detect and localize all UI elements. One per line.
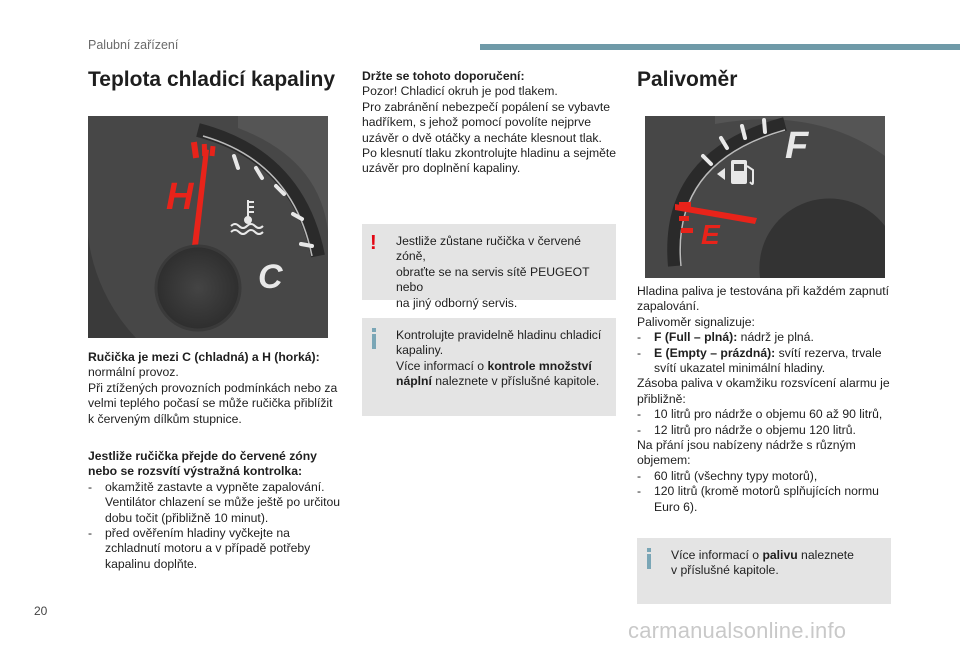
header-bar [480, 44, 960, 50]
coolant-red-zone-heading: nebo se rozsvítí výstražná kontrolka: [88, 464, 303, 479]
coolant-gauge-h-label: H [166, 176, 194, 218]
coolant-gauge-image [88, 116, 328, 338]
text-line: velmi teplého počasí se může ručička přiblížit [88, 396, 333, 411]
text-line: v příslušné kapitole. [671, 563, 779, 578]
text-line: Při ztížených provozních podmínkách nebo za [88, 380, 338, 395]
list-item: - 12 litrů pro nádrže o objemu 120 litrů. [637, 423, 899, 438]
list-item: - 120 litrů (kromě motorů splňujících normu Euro 6). [637, 484, 899, 515]
text-line: kapaliny. [396, 343, 444, 358]
text-line: obraťte se na servis sítě PEUGEOT nebo [396, 264, 590, 295]
text-line: Kontrolujte pravidelně hladinu chladicí [396, 328, 602, 342]
text-line: Více informací o palivu naleznete [671, 548, 854, 562]
text-line: hadříkem, s jehož pomocí povolíte nejprve [362, 115, 591, 130]
fuel-info-box [637, 538, 891, 604]
coolant-red-zone-text [88, 449, 350, 572]
warning-box [362, 224, 616, 310]
warning-icon: ! [370, 232, 377, 254]
text-line: Více informací o kontrole množství [396, 358, 592, 373]
section-label: Palubní zařízení [88, 38, 179, 52]
coolant-normal-text [88, 350, 348, 427]
text-line: normální provoz. [88, 365, 179, 380]
text-line: náplní naleznete v příslušné kapitole. [396, 374, 600, 389]
text-line: uzávěr pro doplnění kapaliny. [362, 161, 521, 176]
text-line: Zásoba paliva v okamžiku rozsvícení alarmu je [637, 376, 890, 391]
fuel-title: Palivoměr [637, 68, 738, 91]
list-item: - před ověřením hladiny vyčkejte na zchladnutí motoru a v případě potřeby kapalinu doplňte. [88, 526, 350, 572]
advice-text [362, 69, 624, 177]
text-line: Jestliže zůstane ručička v červené zóně, [396, 234, 581, 264]
text-line: Na přání jsou nabízeny nádrže s různým [637, 438, 856, 453]
coolant-info-box [362, 318, 616, 416]
coolant-red-zone-heading: Jestliže ručička přejde do červené zóny [88, 449, 317, 463]
text-line: k červeným dílkům stupnice. [88, 411, 242, 426]
text-line: objemem: [637, 453, 691, 468]
text-line: přibližně: [637, 391, 686, 406]
list-item: - F (Full – plná): nádrž je plná. [637, 330, 899, 345]
list-item: - 60 litrů (všechny typy motorů), [637, 469, 899, 484]
page-number: 20 [34, 604, 48, 618]
text-line: uzávěr o dvě otáčky a necháte klesnout tlak. [362, 130, 602, 145]
list-item: - okamžitě zastavte a vypněte zapalování. Ventilátor chlazení se může ještě po určitou dobu točit (přibližně 10 minut). [88, 480, 350, 526]
text-line: zapalování. [637, 299, 700, 314]
text-line: na jiný odborný servis. [396, 295, 518, 310]
list-item: - E (Empty – prázdná): svítí rezerva, trvale svítí ukazatel minimální hladiny. [637, 346, 899, 377]
text-line: Po klesnutí tlaku zkontrolujte hladinu a sejměte [362, 146, 617, 161]
fuel-gauge-image [645, 116, 885, 278]
coolant-gauge-c-label: C [258, 258, 283, 296]
fuel-gauge-e-label: E [701, 219, 720, 250]
text-line: Hladina paliva je testována při každém zapnutí [637, 284, 890, 298]
coolant-gauge-hub [156, 246, 240, 330]
coolant-normal-heading: Ručička je mezi C (chladná) a H (horká): [88, 350, 320, 364]
text-line: Pro zabránění nebezpečí popálení se vybavte [362, 99, 610, 114]
text-line: Palivoměr signalizuje: [637, 314, 755, 329]
coolant-title: Teplota chladicí kapaliny [88, 68, 336, 91]
text-line: Pozor! Chladicí okruh je pod tlakem. [362, 84, 558, 99]
watermark: carmanualsonline.info [628, 618, 847, 643]
fuel-text [637, 284, 899, 515]
advice-heading: Držte se tohoto doporučení: [362, 69, 525, 83]
fuel-gauge-f-label: F [785, 125, 809, 167]
list-item: - 10 litrů pro nádrže o objemu 60 až 90 litrů, [637, 407, 899, 422]
